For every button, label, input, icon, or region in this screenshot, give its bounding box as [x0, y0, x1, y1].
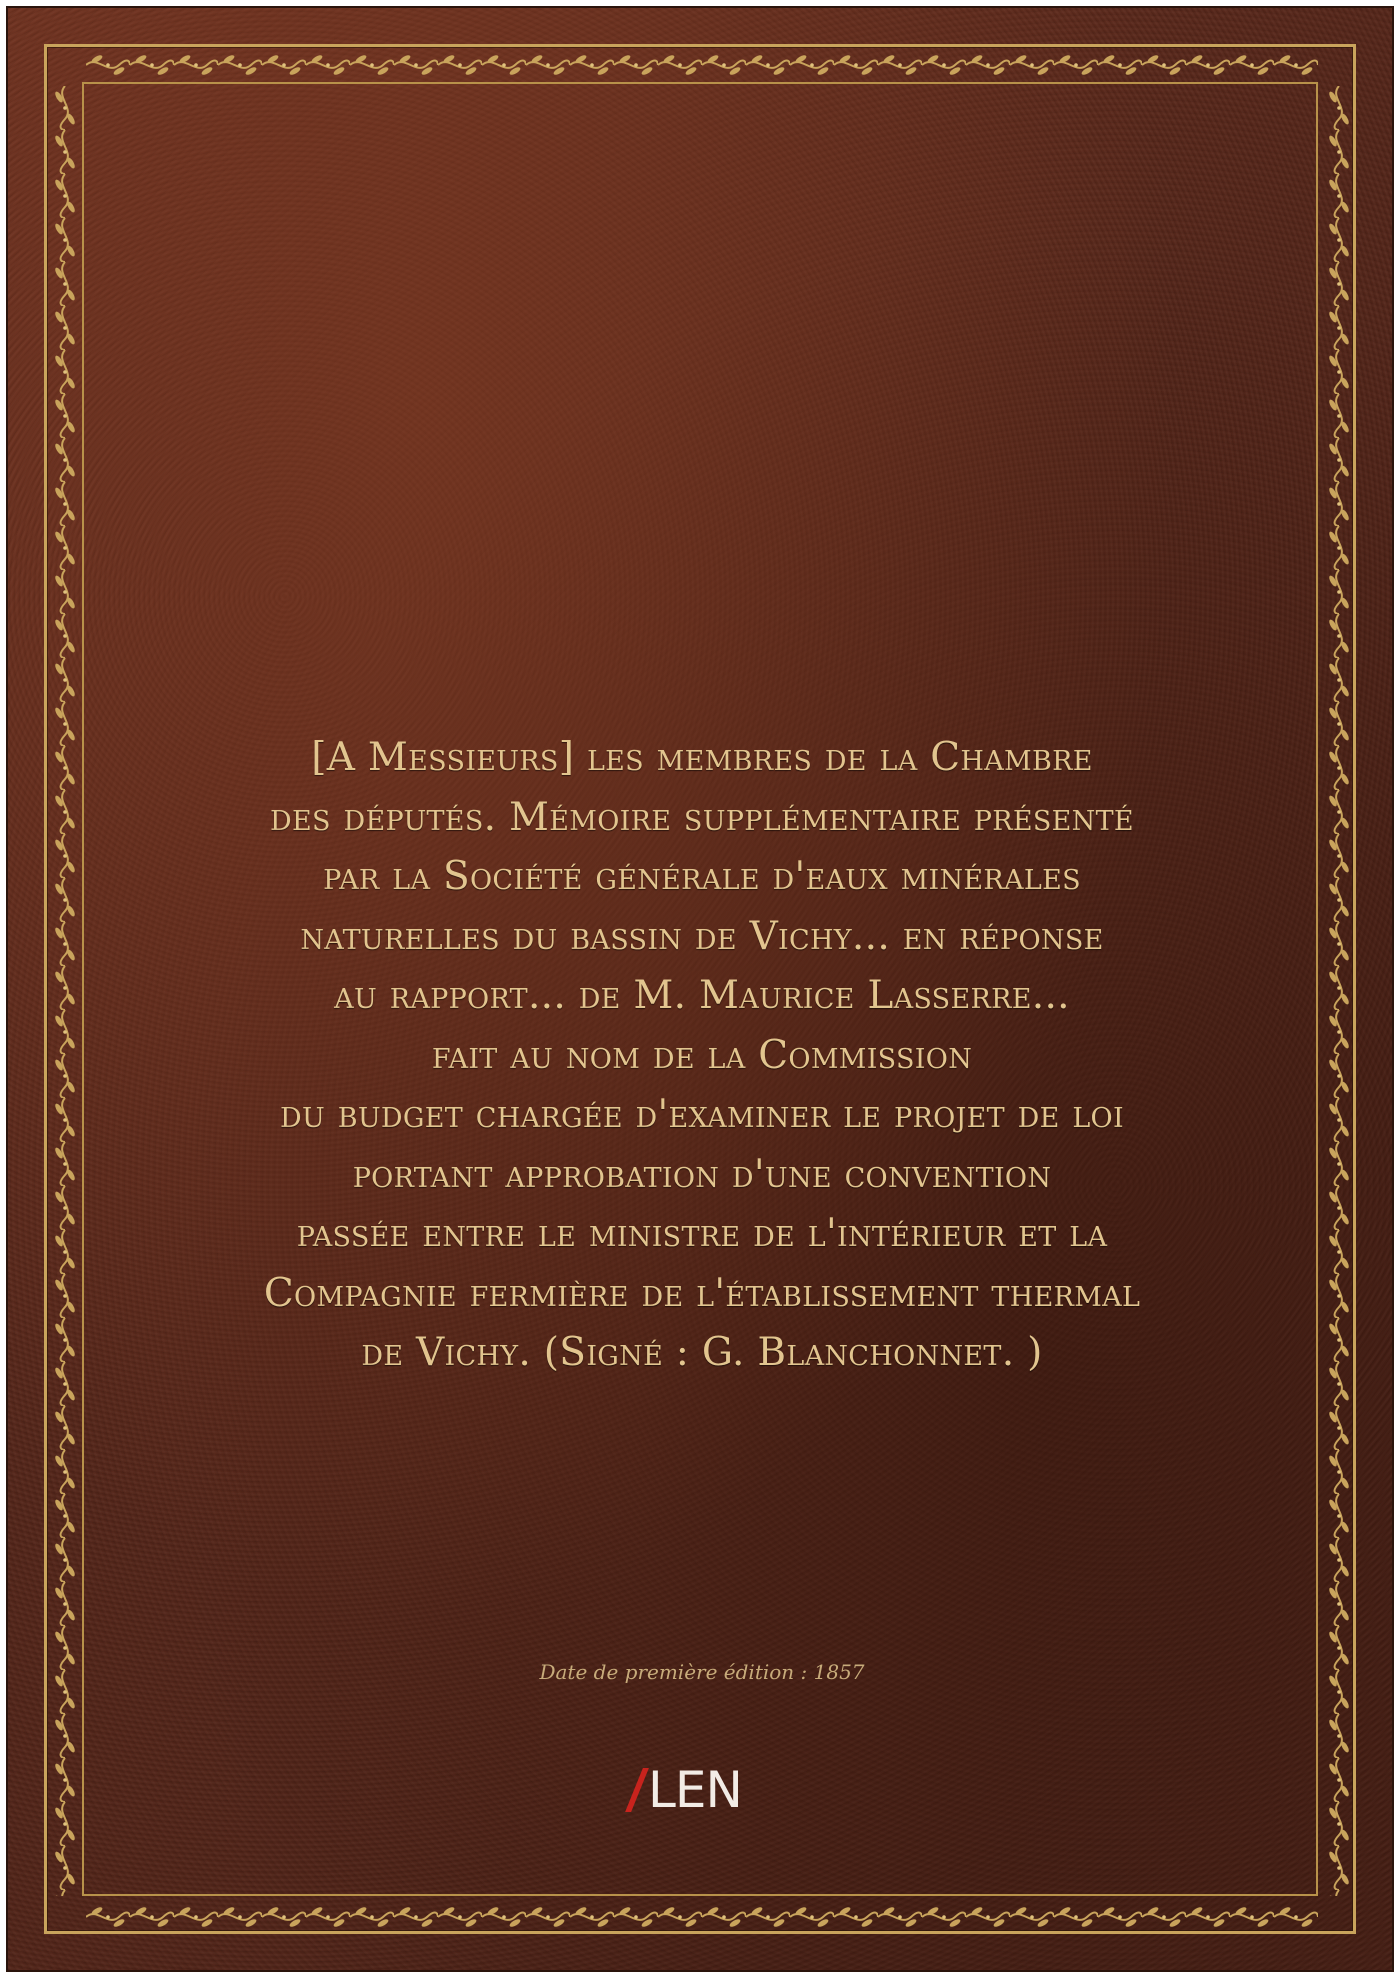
title-line: portant approbation d'une convention: [352, 1151, 1052, 1197]
title-line: des députés. Mémoire supplémentaire présenté: [270, 794, 1134, 840]
title-line: fait au nom de la Commission: [431, 1032, 973, 1078]
publisher-logo: [628, 1760, 778, 1820]
floral-border-left: [52, 86, 78, 1896]
book-cover: [6, 6, 1394, 1972]
title-line: du budget chargée d'examiner le projet de loi: [280, 1092, 1124, 1137]
book-title: [128, 728, 1276, 1383]
title-line: par la Société générale d'eaux minérales: [323, 854, 1081, 899]
title-line: de Vichy. (Signé : G. Blanchonnet. ): [361, 1330, 1043, 1375]
logo-slash-icon: [625, 1768, 649, 1812]
floral-border-right: [1326, 86, 1352, 1896]
title-line: au rapport... de M. Maurice Lasserre...: [334, 973, 1070, 1018]
title-line: Compagnie fermière de l'établissement thermal: [263, 1270, 1141, 1316]
title-line: [A Messieurs] les membres de la Chambre: [311, 735, 1093, 780]
logo-text: LEN: [648, 1761, 742, 1819]
floral-border-bottom: [86, 1904, 1318, 1930]
edition-date: Date de première édition : 1857: [539, 1660, 865, 1684]
title-line: naturelles du bassin de Vichy... en réponse: [300, 913, 1104, 959]
floral-border-top: [86, 52, 1318, 78]
title-line: passée entre le ministre de l'intérieur et la: [296, 1211, 1108, 1256]
